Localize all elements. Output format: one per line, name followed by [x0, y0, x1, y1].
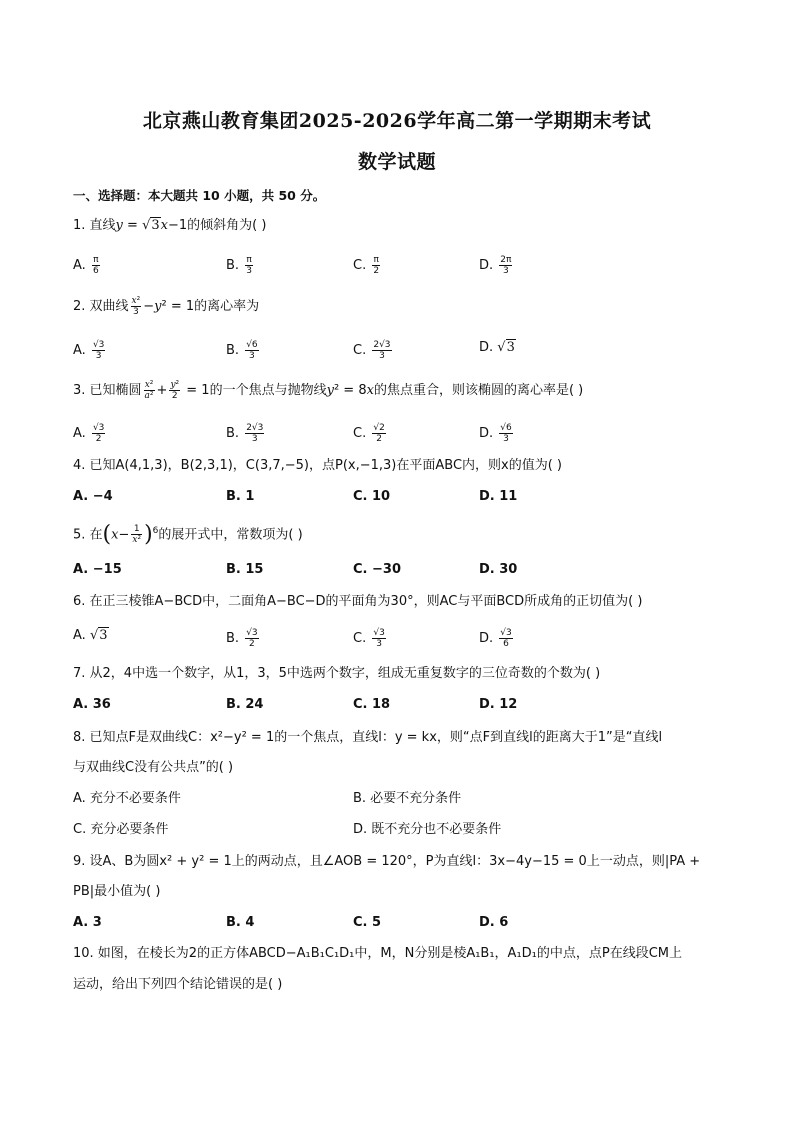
q9-option-d: D. 6 [479, 915, 509, 930]
q3-option-d: D. $\frac{√6}{3}$ [479, 423, 512, 444]
exam-title: 北京燕山教育集团2025-2026学年高二第一学期期末考试 [142, 110, 652, 132]
q8-option-a: A. 充分不必要条件 [73, 791, 181, 806]
q4-option-b: B. 1 [226, 489, 255, 504]
q6-option-a: A. √3 [73, 628, 108, 643]
question-9-line-1: 9. 设A、B为圆x² + y² = 1上的两动点，且∠AOB = 120°，P为直线l：3x−4y−15 = 0上一动点，则|PA + [73, 854, 701, 869]
question-4: 4. 已知A(4,1,3)，B(2,3,1)，C(3,7,−5)，点P(x,−1,3)在平面ABC内，则x的值为( ) [73, 458, 562, 473]
question-10-line-1: 10. 如图，在棱长为2的正方体ABCD−A₁B₁C₁D₁中，M，N分别是棱A₁B₁，A₁D₁的中点，点P在线段CM上 [73, 946, 683, 961]
q8-option-c: C. 充分必要条件 [73, 822, 169, 837]
q9-option-c: C. 5 [353, 915, 382, 930]
q2-option-b: B. $\frac{√6}{3}$ [226, 340, 258, 361]
question-10-line-2: 运动，给出下列四个结论错误的是( ) [73, 977, 283, 992]
q2-option-a: A. $\frac{√3}{3}$ [73, 340, 105, 361]
q3-option-c: C. $\frac{√2}{2}$ [353, 423, 385, 444]
q2-option-d: D. √3 [479, 340, 515, 355]
question-1: 1. 直线y = √3x−1的倾斜角为( ) [73, 218, 267, 233]
question-8-line-2: 与双曲线C没有公共点”的( ) [73, 760, 234, 775]
section-heading: 一、选择题：本大题共 10 小题，共 50 分。 [73, 188, 326, 203]
q3-option-b: B. $\frac{2√3}{3}$ [226, 423, 264, 444]
q1-option-a: A. $\frac{\pi}{6}$ [73, 255, 99, 276]
q4-option-d: D. 11 [479, 489, 518, 504]
q2-option-c: C. $\frac{2√3}{3}$ [353, 340, 391, 361]
q8-option-d: D. 既不充分也不必要条件 [353, 822, 502, 837]
q9-option-b: B. 4 [226, 915, 255, 930]
q5-option-d: D. 30 [479, 562, 518, 577]
q4-option-a: A. −4 [73, 489, 113, 504]
q1-option-d: D. $\frac{2\pi}{3}$ [479, 255, 512, 276]
q5-option-a: A. −15 [73, 562, 122, 577]
q4-option-c: C. 10 [353, 489, 391, 504]
question-7: 7. 从2，4中选一个数字，从1，3，5中选两个数字，组成无重复数字的三位奇数的个数为( ) [73, 666, 601, 681]
q7-option-c: C. 18 [353, 697, 391, 712]
q9-option-a: A. 3 [73, 915, 102, 930]
question-9-line-2: PB|最小值为( ) [73, 884, 161, 899]
question-8-line-1: 8. 已知点F是双曲线C：x²−y² = 1的一个焦点，直线l：y = kx，则“点F到直线l的距离大于1”是“直线l [73, 730, 663, 745]
exam-subtitle: 数学试题 [357, 151, 436, 173]
q5-option-c: C. −30 [353, 562, 401, 577]
q7-option-a: A. 36 [73, 697, 111, 712]
q5-option-b: B. 15 [226, 562, 264, 577]
question-5: 5. 在(x− $\frac{1}{\text{x²}}$ )$^6$的展开式中，常数项为( ) [73, 521, 303, 547]
q6-option-c: C. $\frac{√3}{3}$ [353, 628, 385, 649]
question-3: 3. 已知椭圆 $\frac{\text{x²}}{\text{a²}}$ + $\frac{\text{y²}}{2}$ = 1的一个焦点与抛物线y² = 8x的焦点重合，则该椭圆的离心率是( ) [73, 380, 584, 401]
q6-option-b: B. $\frac{√3}{2}$ [226, 628, 258, 649]
question-6: 6. 在正三棱锥A−BCD中，二面角A−BC−D的平面角为30°，则AC与平面BCD所成角的正切值为( ) [73, 594, 643, 609]
q7-option-d: D. 12 [479, 697, 518, 712]
q7-option-b: B. 24 [226, 697, 264, 712]
question-2: 2. 双曲线 $\frac{\text{x²}}{3}$ −y² = 1的离心率为 [73, 296, 260, 317]
q1-option-c: C. $\frac{\pi}{2}$ [353, 255, 380, 276]
q8-option-b: B. 必要不充分条件 [353, 791, 462, 806]
q1-option-b: B. $\frac{\pi}{3}$ [226, 255, 252, 276]
q6-option-d: D. $\frac{√3}{6}$ [479, 628, 512, 649]
q3-option-a: A. $\frac{√3}{2}$ [73, 423, 105, 444]
